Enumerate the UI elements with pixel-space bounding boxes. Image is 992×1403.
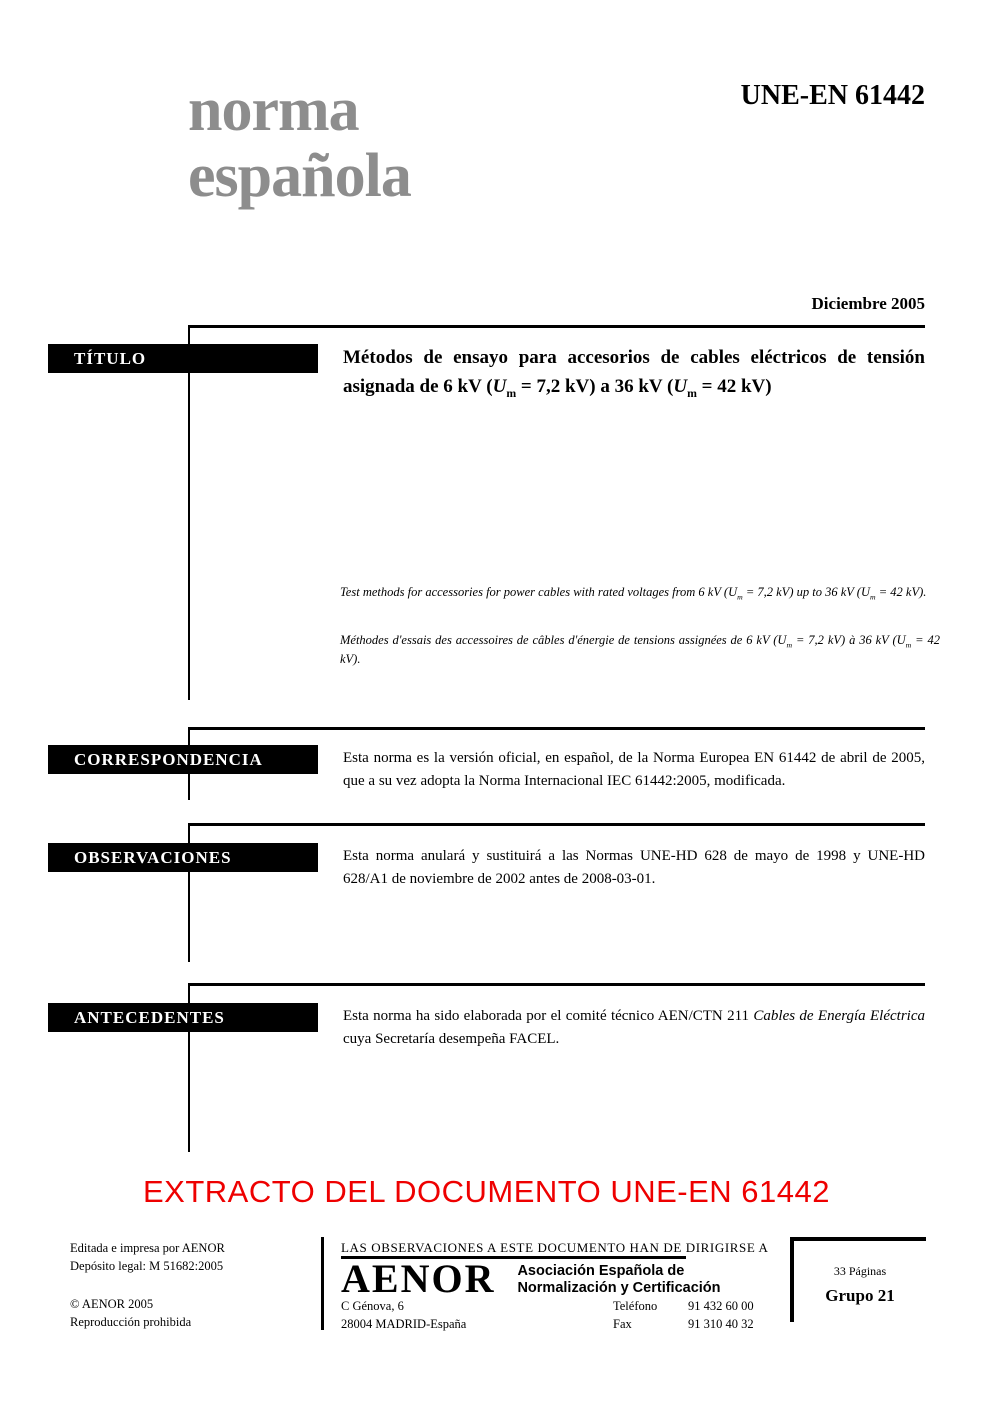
pages-count: 33 Páginas [833, 1264, 887, 1278]
title-symbol-u: U [673, 375, 688, 397]
extract-notice: EXTRACTO DEL DOCUMENTO UNE-EN 61442 [142, 1174, 831, 1209]
english-part: = 7,2 kV) up to 36 kV ( [742, 585, 861, 599]
french-part: Méthodes d'essais des accessoires de câbles d'énergie de tensions assignées de 6 kV ( [340, 633, 778, 647]
group-number: Grupo 21 [825, 1286, 895, 1305]
aenor-logo: AENOR [341, 1256, 496, 1301]
address-street: C Génova, 6 [341, 1299, 404, 1313]
publisher-line: Editada e impresa por AENOR [70, 1241, 225, 1255]
antecedentes-part: Esta norma ha sido elaborada por el comité técnico AEN/CTN 211 [343, 1008, 754, 1024]
correspondencia-text: Esta norma es la versión oficial, en español, de la Norma Europea EN 61442 de abril de 2005, que a su vez adopta la Norma Internacional IEC 61442:2005, modificada. [343, 750, 925, 789]
fax-number: 91 310 40 32 [688, 1317, 754, 1331]
brand-line2: española [188, 141, 411, 210]
title-part: Métodos de ensayo para accesorios de cables eléctricos de tensión asignada de 6 kV ( [343, 347, 925, 397]
titulo-label-bar [48, 344, 318, 373]
tagline-line1: Asociación Española de [517, 1263, 685, 1279]
french-part: = 42 kV). [340, 633, 941, 667]
aenor-tagline [517, 1263, 720, 1297]
antecedentes-label: ANTECEDENTES [74, 1008, 225, 1027]
observaciones-text: Esta norma anulará y sustituirá a las Normas UNE-HD 628 de mayo de 1998 y UNE-HD 628/A1 de noviembre de 2002 antes de 2008-03-01. [343, 848, 925, 887]
correspondencia-rule-horizontal [188, 727, 925, 730]
brand-line1: norma [188, 76, 359, 144]
french-symbol-u: U [896, 633, 906, 647]
antecedentes-rule-horizontal [188, 983, 925, 986]
english-part: Test methods for accessories for power cables with rated voltages from 6 kV ( [340, 585, 729, 599]
phone-number: 91 432 60 00 [688, 1299, 754, 1313]
footer-divider [321, 1237, 324, 1330]
copyright-line: © AENOR 2005 [70, 1297, 154, 1312]
french-subscript-m: m [905, 640, 912, 650]
phone-label: Teléfono [613, 1299, 658, 1313]
titulo-label: TÍTULO [74, 349, 147, 368]
title-part: = 42 kV) [696, 375, 772, 397]
standard-code: UNE-EN 61442 [740, 80, 925, 111]
observaciones-label: OBSERVACIONES [74, 848, 232, 867]
address-city: 28004 MADRID-España [341, 1317, 467, 1331]
title-part: = 7,2 kV) a 36 kV ( [516, 375, 674, 397]
english-part: = 42 kV). [875, 585, 927, 599]
french-part: = 7,2 kV) à 36 kV ( [792, 633, 897, 647]
antecedentes-label-bar [48, 1003, 318, 1032]
title-subscript-m: m [687, 386, 697, 400]
deposit-line: Depósito legal: M 51682:2005 [70, 1259, 224, 1274]
observaciones-rule-horizontal [188, 823, 925, 826]
aenor-logo-block [341, 1256, 721, 1301]
antecedentes-text [343, 1005, 925, 1050]
issue-date: Diciembre 2005 [811, 294, 925, 313]
reproduction-line: Reproducción prohibida [70, 1315, 192, 1330]
correspondencia-label: CORRESPONDENCIA [74, 750, 263, 769]
english-symbol-u: U [728, 585, 738, 599]
english-subscript-m: m [737, 592, 743, 602]
brand-logo [188, 78, 411, 209]
title-subscript-m: m [506, 386, 517, 400]
translation-french [340, 631, 940, 670]
french-subscript-m: m [786, 640, 793, 650]
fax-label: Fax [613, 1317, 632, 1331]
correspondencia-label-bar [48, 745, 318, 774]
english-symbol-u: U [860, 585, 870, 599]
tagline-line2: Normalización y Certificación [517, 1280, 721, 1297]
titulo-rule-vertical [188, 325, 190, 700]
antecedentes-part: cuya Secretaría desempeña FACEL. [343, 1030, 560, 1047]
antecedentes-committee-name: Cables de Energía Eléctrica [753, 1008, 925, 1024]
footer-right-box [790, 1237, 926, 1322]
footer-left [70, 1239, 225, 1332]
french-symbol-u: U [777, 633, 787, 647]
english-subscript-m: m [869, 592, 876, 602]
titulo-rule-horizontal [188, 325, 925, 328]
observaciones-label-bar [48, 843, 318, 872]
document-title [343, 344, 925, 401]
translation-english [340, 583, 940, 602]
observations-notice: LAS OBSERVACIONES A ESTE DOCUMENTO HAN DE DIRIGIRSE A [341, 1240, 769, 1255]
title-symbol-u: U [492, 375, 507, 397]
